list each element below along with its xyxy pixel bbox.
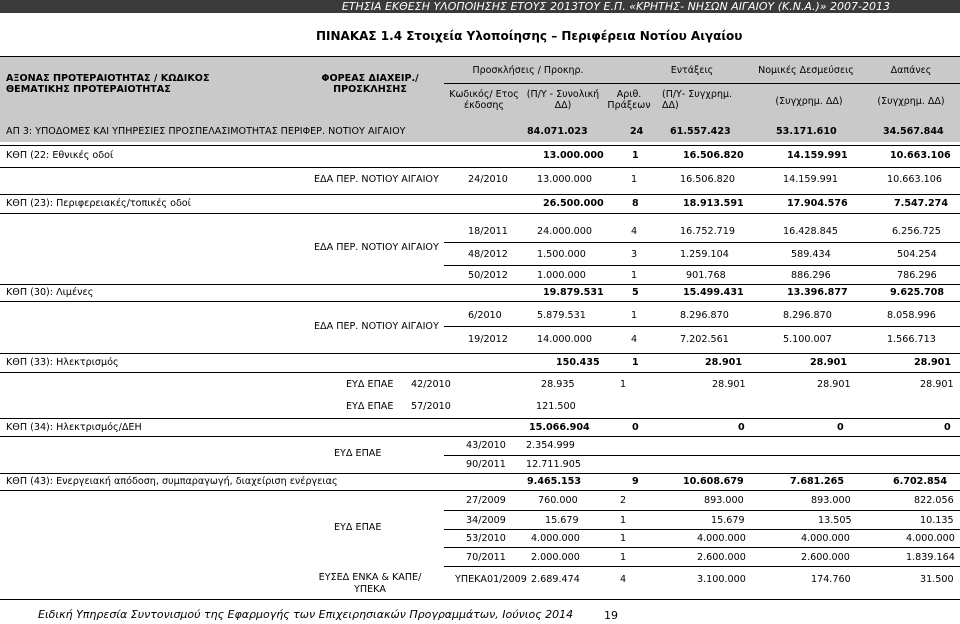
- page-number: 19: [604, 609, 618, 622]
- kthp-33-acts: 1: [632, 357, 639, 368]
- row-42-2010-public-total: 28.935: [541, 379, 575, 390]
- row-50-2012-commit: 886.296: [791, 270, 831, 281]
- row-18-2011-commit: 16.428.845: [783, 226, 838, 237]
- kthp-34-incl: 0: [738, 422, 745, 433]
- row-18-2011-incl: 16.752.719: [680, 226, 735, 237]
- row-34-2009-acts: 1: [620, 515, 627, 526]
- row-6-2010-acts: 1: [631, 310, 638, 321]
- col-expenses-group: Δαπάνες: [890, 65, 932, 76]
- row-18-2011-acts: 4: [631, 226, 638, 237]
- header-banner-text: ΕΤΗΣΙΑ ΕΚΘΕΣΗ ΥΛΟΠΟΙΗΣΗΣ ΕΤΟΥΣ 2013ΤΟΥ Ε.Π. «ΚΡΗΤΗΣ- ΝΗΣΩΝ ΑΙΓΑΙΟΥ (Κ.Ν.Α.)» 2007-2013: [341, 0, 890, 13]
- row-42-2010-code: 42/2010: [411, 379, 451, 390]
- row-50-2012-public-total: 1.000.000: [537, 270, 586, 281]
- col-code-header: Κωδικός/ Ετος έκδοσης: [449, 89, 519, 112]
- axis-row-expense: 34.567.844: [883, 126, 944, 137]
- row-53-2010-commit: 4.000.000: [801, 533, 850, 544]
- kthp-22-incl: 16.506.820: [683, 150, 744, 161]
- kthp-33-label: ΚΘΠ (33): Ηλεκτρισμός: [6, 357, 119, 368]
- row-42-2010-commit: 28.901: [817, 379, 851, 390]
- row-24-2010-body: ΕΔΑ ΠΕΡ. ΝΟΤΙΟΥ ΑΙΓΑΙΟΥ: [314, 174, 439, 185]
- row-90-2011-code: 90/2011: [466, 459, 506, 470]
- row-90-2011-public-total: 12.711.905: [526, 459, 581, 470]
- row-42-2010-incl: 28.901: [712, 379, 746, 390]
- axis-row-label: ΑΠ 3: ΥΠΟΔΟΜΕΣ ΚΑΙ ΥΠΗΡΕΣΙΕΣ ΠΡΟΣΠΕΛΑΣΙΜΟΤΗΤΑΣ ΠΕΡΙΦΕΡ. ΝΟΤΙΟΥ ΑΙΓΑΙΟΥ: [6, 126, 406, 137]
- row-ypeka-incl: 3.100.000: [697, 574, 746, 585]
- row-48-2012-acts: 3: [631, 249, 638, 260]
- row-42-2010-expense: 28.901: [920, 379, 954, 390]
- kthp-33-public-total: 150.435: [556, 357, 600, 368]
- row-48-2012-public-total: 1.500.000: [537, 249, 586, 260]
- row-ypeka-code: ΥΠΕΚΑ01/2009: [455, 574, 527, 585]
- row-70-2011-incl: 2.600.000: [697, 552, 746, 563]
- table-title-text: ΠΙΝΑΚΑΣ 1.4 Στοιχεία Υλοποίησης – Περιφέρεια Νοτίου Αιγαίου: [316, 29, 743, 43]
- kthp-33-expense: 28.901: [914, 357, 952, 368]
- col-inclusions-group: Εντάξεις: [670, 65, 714, 76]
- kthp-23-acts: 8: [632, 198, 639, 209]
- row-53-2010-public-total: 4.000.000: [531, 533, 580, 544]
- row-ypeka-expense: 31.500: [920, 574, 954, 585]
- row-6-2010-incl: 8.296.870: [680, 310, 729, 321]
- kthp-23-expense: 7.547.274: [894, 198, 949, 209]
- col-incl-header: (Π/Υ- Συγχρημ. ΔΔ): [662, 89, 733, 112]
- row-19-2012-code: 19/2012: [468, 334, 508, 345]
- kthp-43-expense: 6.702.854: [893, 476, 948, 487]
- kthp-30-expense: 9.625.708: [890, 287, 945, 298]
- row-18-2011-public-total: 24.000.000: [537, 226, 592, 237]
- row-48-2012-expense: 504.254: [897, 249, 937, 260]
- kthp-33-commit: 28.901: [810, 357, 848, 368]
- row-53-2010-code: 53/2010: [466, 533, 506, 544]
- row-27-2009-code: 27/2009: [466, 495, 506, 506]
- row-57-2010-public-total: 121.500: [536, 401, 576, 412]
- row-27-2009-commit: 893.000: [811, 495, 851, 506]
- row-ypeka-public-total: 2.689.474: [531, 574, 580, 585]
- kthp-43-incl: 10.608.679: [683, 476, 744, 487]
- kthp-34-expense: 0: [944, 422, 951, 433]
- row-42-2010-acts: 1: [620, 379, 627, 390]
- col-acts-header: Αριθ. Πράξεων: [607, 89, 651, 112]
- row-27-2009-public-total: 760.000: [538, 495, 578, 506]
- row-19-2012-expense: 1.566.713: [887, 334, 936, 345]
- footer-text: Ειδική Υπηρεσία Συντονισμού της Εφαρμογής των Επιχειρησιακών Προγραμμάτων, Ιούνιος 2014: [38, 608, 574, 621]
- row-ypeka-commit: 174.760: [811, 574, 851, 585]
- group-34-body: ΕΥΔ ΕΠΑΕ: [334, 448, 382, 459]
- col-axis-header: ΑΞΟΝΑΣ ΠΡΟΤΕΡΑΙΟΤΗΤΑΣ / ΚΩΔΙΚΟΣ ΘΕΜΑΤΙΚΗΣ ΠΡΟΤΕΡΑΙΟΤΗΤΑΣ: [6, 73, 210, 96]
- col-expense-header: (Συγχρημ. ΔΔ): [877, 96, 945, 107]
- group-23-body: ΕΔΑ ΠΕΡ. ΝΟΤΙΟΥ ΑΙΓΑΙΟΥ: [314, 242, 439, 253]
- kthp-23-incl: 18.913.591: [683, 198, 744, 209]
- row-50-2012-incl: 901.768: [686, 270, 726, 281]
- row-53-2010-acts: 1: [620, 533, 627, 544]
- axis-row-incl: 61.557.423: [670, 126, 731, 137]
- kthp-22-acts: 1: [632, 150, 639, 161]
- row-6-2010-public-total: 5.879.531: [537, 310, 586, 321]
- row-48-2012-commit: 589.434: [791, 249, 831, 260]
- row-18-2011-code: 18/2011: [468, 226, 508, 237]
- axis-row-acts: 24: [630, 126, 644, 137]
- row-34-2009-public-total: 15.679: [545, 515, 579, 526]
- row-19-2012-commit: 5.100.007: [783, 334, 832, 345]
- row-70-2011-commit: 2.600.000: [801, 552, 850, 563]
- row-42-2010-body: ΕΥΔ ΕΠΑΕ: [346, 379, 394, 390]
- kthp-30-commit: 13.396.877: [787, 287, 848, 298]
- row-6-2010-code: 6/2010: [468, 310, 502, 321]
- header-banner: [0, 0, 960, 13]
- kthp-30-label: ΚΘΠ (30): Λιμένες: [6, 287, 94, 298]
- row-19-2012-acts: 4: [631, 334, 638, 345]
- kthp-34-commit: 0: [837, 422, 844, 433]
- row-24-2010-code: 24/2010: [468, 174, 508, 185]
- row-24-2010-commit: 14.159.991: [783, 174, 838, 185]
- kthp-34-public-total: 15.066.904: [529, 422, 590, 433]
- axis-row-commit: 53.171.610: [776, 126, 837, 137]
- col-public-total-header: (Π/Υ - Συνολική ΔΔ): [526, 89, 600, 112]
- row-6-2010-expense: 8.058.996: [887, 310, 936, 321]
- kthp-43-acts: 9: [632, 476, 639, 487]
- row-48-2012-code: 48/2012: [468, 249, 508, 260]
- row-19-2012-public-total: 14.000.000: [537, 334, 592, 345]
- group-30-body: ΕΔΑ ΠΕΡ. ΝΟΤΙΟΥ ΑΙΓΑΙΟΥ: [314, 321, 439, 332]
- kthp-34-label: ΚΘΠ (34): Ηλεκτρισμός/ΔΕΗ: [6, 422, 142, 433]
- kthp-30-public-total: 19.879.531: [543, 287, 604, 298]
- row-57-2010-body: ΕΥΔ ΕΠΑΕ: [346, 401, 394, 412]
- row-48-2012-incl: 1.259.104: [680, 249, 729, 260]
- row-34-2009-code: 34/2009: [466, 515, 506, 526]
- kthp-43-public-total: 9.465.153: [527, 476, 582, 487]
- row-ypeka-acts: 4: [620, 574, 627, 585]
- row-70-2011-public-total: 2.000.000: [531, 552, 580, 563]
- group-43-body: ΕΥΔ ΕΠΑΕ: [334, 522, 382, 533]
- col-commitments-group: Νομικές Δεσμεύσεις: [758, 65, 854, 76]
- row-34-2009-expense: 10.135: [920, 515, 954, 526]
- row-50-2012-expense: 786.296: [897, 270, 937, 281]
- kthp-30-acts: 5: [632, 287, 639, 298]
- kthp-34-acts: 0: [632, 422, 639, 433]
- kthp-23-label: ΚΘΠ (23): Περιφερειακές/τοπικές οδοί: [6, 198, 191, 209]
- kthp-43-label: ΚΘΠ (43): Ενεργειακή απόδοση, συμπαραγωγή, διαχείριση ενέργειας: [6, 476, 338, 487]
- table-title: [316, 30, 742, 42]
- row-34-2009-incl: 15.679: [711, 515, 745, 526]
- row-24-2010-expense: 10.663.106: [887, 174, 942, 185]
- row-27-2009-incl: 893.000: [704, 495, 744, 506]
- row-24-2010-incl: 16.506.820: [680, 174, 735, 185]
- kthp-22-public-total: 13.000.000: [543, 150, 604, 161]
- row-43-2010-code: 43/2010: [466, 440, 506, 451]
- col-commit-header: (Συγχρημ. ΔΔ): [775, 96, 843, 107]
- row-6-2010-commit: 8.296.870: [783, 310, 832, 321]
- kthp-23-commit: 17.904.576: [787, 198, 848, 209]
- row-19-2012-incl: 7.202.561: [680, 334, 729, 345]
- kthp-33-incl: 28.901: [705, 357, 743, 368]
- kthp-22-label: ΚΘΠ (22: Εθνικές οδοί: [6, 150, 114, 161]
- col-body-header: ΦΟΡΕΑΣ ΔΙΑΧΕΙΡ./ ΠΡΟΣΚΛΗΣΗΣ: [321, 73, 419, 96]
- row-50-2012-code: 50/2012: [468, 270, 508, 281]
- row-57-2010-code: 57/2010: [411, 401, 451, 412]
- row-70-2011-expense: 1.839.164: [906, 552, 955, 563]
- row-18-2011-expense: 6.256.725: [892, 226, 941, 237]
- kthp-22-expense: 10.663.106: [890, 150, 951, 161]
- row-27-2009-expense: 822.056: [914, 495, 954, 506]
- row-34-2009-commit: 13.505: [818, 515, 852, 526]
- row-50-2012-acts: 1: [631, 270, 638, 281]
- kthp-23-public-total: 26.500.000: [543, 198, 604, 209]
- kthp-43-commit: 7.681.265: [790, 476, 845, 487]
- row-53-2010-expense: 4.000.000: [906, 533, 955, 544]
- row-ypeka-body: ΕΥΣΕΔ ΕΝΚΑ & ΚΑΠΕ/ ΥΠΕΚΑ: [318, 572, 422, 595]
- row-24-2010-public-total: 13.000.000: [537, 174, 592, 185]
- row-43-2010-public-total: 2.354.999: [526, 440, 575, 451]
- kthp-22-commit: 14.159.991: [787, 150, 848, 161]
- row-70-2011-acts: 1: [620, 552, 627, 563]
- row-70-2011-code: 70/2011: [466, 552, 506, 563]
- col-calls-group: Προσκλήσεις / Προκηρ.: [472, 65, 584, 76]
- row-27-2009-acts: 2: [620, 495, 627, 506]
- axis-row-public-total: 84.071.023: [527, 126, 588, 137]
- row-53-2010-incl: 4.000.000: [697, 533, 746, 544]
- kthp-30-incl: 15.499.431: [683, 287, 744, 298]
- row-24-2010-acts: 1: [631, 174, 638, 185]
